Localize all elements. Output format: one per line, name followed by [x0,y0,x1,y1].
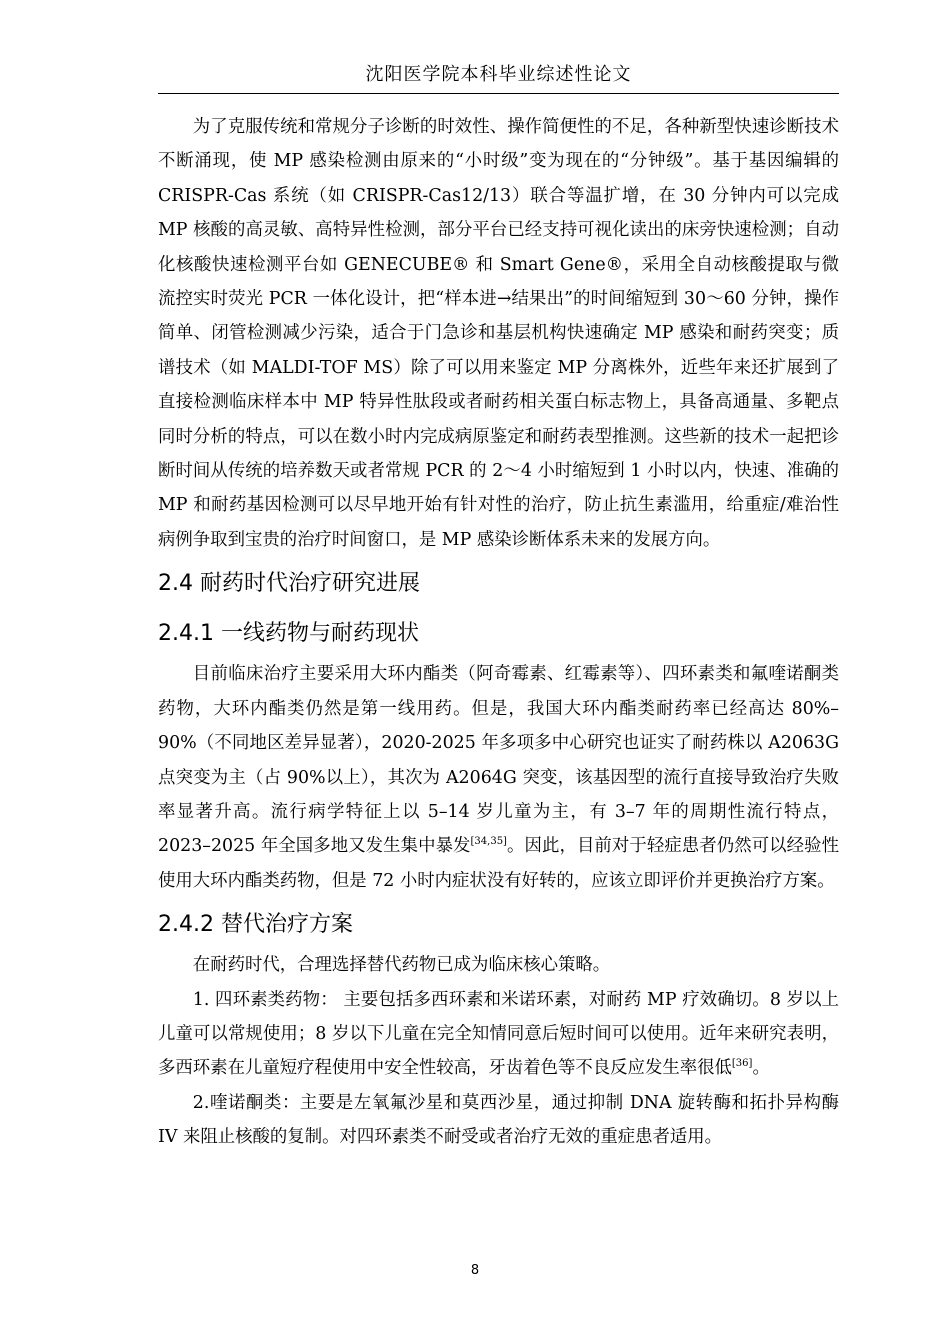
paragraph-text-tail: 。因此，目前对于轻症患者仍然可以经验性使用大环内酯类药物，但是 72 小时内症状没有好转的，应该立即评价并更换治疗方案。 [158,836,839,891]
running-header: 沈阳医学院本科毕业综述性论文 [365,64,632,85]
citation: [36] [731,1058,753,1070]
paragraph-first-line-drugs [158,657,839,898]
document-body [158,110,839,1155]
paragraph-rapid-diagnostics: 为了克服传统和常规分子诊断的时效性、操作简便性的不足，各种新型快速诊断技术不断涌现，使 MP 感染检测由原来的“小时级”变为现在的“分钟级”。基于基因编辑的 CRISPR-Cas 系统（如 CRISPR-Cas12/13）联合等温扩增，在 30 分钟内可以完成 MP 核酸的高灵敏、高特异性检测，部分平台已经支持可视化读出的床旁快速检测；自动化核酸快速检测平台如 GENECUBE® 和 Smart Gene®，采用全自动核酸提取与微流控实时荧光 PCR 一体化设计，把“样本进→结果出”的时间缩短到 30～60 分钟，操作简单、闭管检测减少污染，适合于门急诊和基层机构快速确定 MP 感染和耐药突变；质谱技术（如 MALDI-TOF MS）除了可以用来鉴定 MP 分离株外，近些年来还扩展到了直接检测临床样本中 MP 特异性肽段或者耐药相关蛋白标志物上，具备高通量、多靶点同时分析的特点，可以在数小时内完成病原鉴定和耐药表型推测。这些新的技术一起把诊断时间从传统的培养数天或者常规 PCR 的 2～4 小时缩短到 1 小时以内，快速、准确的 MP 和耐药基因检测可以尽早地开始有针对性的治疗，防止抗生素滥用，给重症/难治性病例争取到宝贵的治疗时间窗口，是 MP 感染诊断体系未来的发展方向。 [158,117,839,550]
citation: [34,35] [470,836,507,848]
section-heading-2-4-2: 2.4.2 替代治疗方案 [158,912,353,938]
paragraph-quinolones: 2.喹诺酮类：主要是左氧氟沙星和莫西沙星，通过抑制 DNA 旋转酶和拓扑异构酶 IV 来阻止核酸的复制。对四环素类不耐受或者治疗无效的重症患者适用。 [158,1092,839,1148]
section-heading-2-4-1: 2.4.1 一线药物与耐药现状 [158,621,419,647]
paragraph-text-tail: 。 [752,1058,770,1079]
paragraph-text: 目前临床治疗主要采用大环内酯类（阿奇霉素、红霉素等）、四环素类和氟喹诺酮类药物，大环内酯类仍然是第一线用药。但是，我国大环内酯类耐药率已经高达 80%–90%（不同地区差异显著），2020-2025 年多项多中心研究也证实了耐药株以 A2063G 点突变为主（占 90%以上），其次为 A2064G 突变，该基因型的流行直接导致治疗失败率显著升高。流行病学特征上以 5–14 岁儿童为主，有 3–7 年的周期性流行特点，2023–2025 年全国多地又发生集中暴发 [158,664,839,857]
paragraph-text: 1. 四环素类药物： 主要包括多西环素和米诺环素，对耐药 MP 疗效确切。8 岁以上儿童可以常规使用；8 岁以下儿童在完全知情同意后短时间可以使用。近年来研究表明，多西环素在儿童短疗程使用中安全性较高，牙齿着色等不良反应发生率很低 [158,989,839,1079]
header-rule [158,93,839,94]
paragraph-tetracyclines [158,983,839,1086]
paragraph-alternatives-intro: 在耐药时代，合理选择替代药物已成为临床核心策略。 [192,955,611,976]
page-number: 8 [470,1263,480,1278]
section-heading-2-4: 2.4 耐药时代治疗研究进展 [158,571,420,597]
